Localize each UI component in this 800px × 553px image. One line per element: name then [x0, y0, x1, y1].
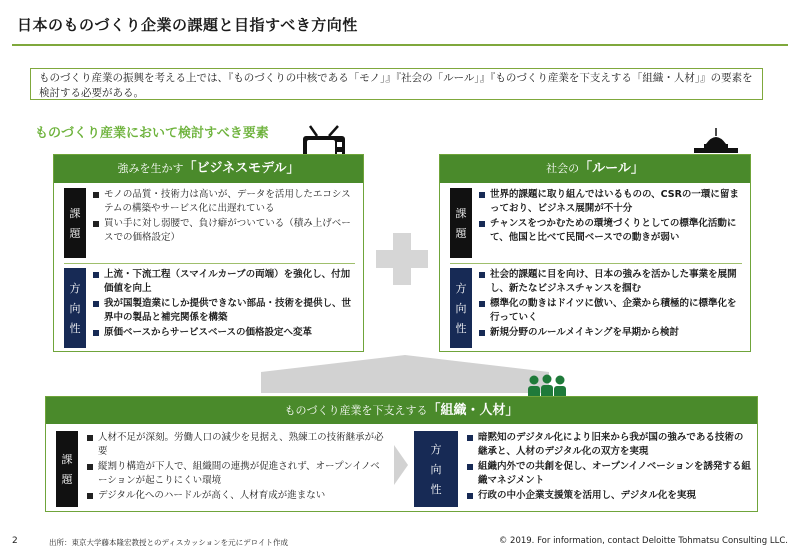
- list-item: モノの品質・技術力は高いが、データを活用したエコシステムの構築やサービス化に出遅れている: [92, 188, 358, 215]
- title-divider: [12, 44, 788, 46]
- business-direction-label: 方 向 性: [64, 268, 86, 348]
- list-item: 社会的課題に目を向け、日本の強みを活かした事業を展開し、新たなビジネスチャンスを掴む: [478, 268, 744, 295]
- rules-header: [440, 155, 750, 183]
- business-model-panel: [53, 154, 364, 352]
- divider: [64, 263, 355, 264]
- list-item: 買い手に対し弱腰で、負け癖がついている（積み上げベースでの価格設定）: [92, 217, 358, 244]
- list-item: チャンスをつかむための環境づくりとしての標準化活動にて、他国と比べて民間ベースでの動きが弱い: [478, 217, 744, 244]
- organization-panel: [45, 396, 758, 512]
- rules-header-main: 「ルール」: [579, 161, 644, 176]
- organization-direction-label: 方 向 性: [414, 431, 458, 507]
- right-chevron-icon: [394, 445, 408, 485]
- divider: [450, 263, 742, 264]
- rules-direction-list: [478, 268, 744, 342]
- plus-icon: [376, 233, 428, 285]
- rules-panel: [439, 154, 751, 352]
- list-item: 暗黙知のデジタル化により旧来から我が国の強みである技術の継承と、人材のデジタル化の双方を実現: [466, 431, 752, 458]
- organization-issue-list: [86, 431, 386, 505]
- list-item: 行政の中小企業支援策を活用し、デジタル化を実現: [466, 489, 752, 503]
- rules-direction-label: 方 向 性: [450, 268, 472, 348]
- business-model-header-main: 「ビジネスモデル」: [183, 161, 300, 176]
- list-item: 縦割り構造が下人で、組織間の連携が促進されず、オープンイノベーションが起こりにくい環境: [86, 460, 386, 487]
- list-item: 上流・下流工程（スマイルカーブの両端）を強化し、付加価値を向上: [92, 268, 358, 295]
- organization-direction-list: [466, 431, 752, 505]
- organization-issue-label: 課 題: [56, 431, 78, 507]
- page-title: 日本のものづくり企業の課題と目指すべき方向性: [17, 16, 358, 34]
- copyright: © 2019. For information, contact Deloitte Tohmatsu Consulting LLC.: [498, 536, 788, 546]
- rules-issue-list: [478, 188, 744, 246]
- list-item: 新規分野のルールメイキングを早期から検討: [478, 326, 744, 340]
- list-item: 我が国製造業にしか提供できない部品・技術を提供し、世界中の製品と補完関係を構築: [92, 297, 358, 324]
- rules-header-prefix: 社会の: [546, 162, 580, 175]
- list-item: 世界的課題に取り組んではいるものの、CSRの一環に留まっており、ビジネス展開が不十分: [478, 188, 744, 215]
- rules-issue-label: 課 題: [450, 188, 472, 258]
- up-arrow-icon: [255, 354, 555, 394]
- business-direction-list: [92, 268, 358, 342]
- list-item: 原価ベースからサービスベースの価格設定へ変革: [92, 326, 358, 340]
- organization-header-prefix: ものづくり産業を下支えする: [284, 404, 428, 417]
- business-issue-list: [92, 188, 358, 246]
- business-model-header-prefix: 強みを生かす: [117, 162, 184, 175]
- section-subheading: ものづくり産業において検討すべき要素: [35, 126, 269, 141]
- list-item: 組織内外での共創を促し、オープンイノベーションを誘発する組織マネジメント: [466, 460, 752, 487]
- page-number: 2: [12, 536, 18, 546]
- business-issue-label: 課 題: [64, 188, 86, 258]
- list-item: デジタル化へのハードルが高く、人材育成が進まない: [86, 489, 386, 503]
- intro-box: ものづくり産業の振興を考える上では、『ものづくりの中核である「モノ」』『社会の「ルール」』『ものづくり産業を下支えする「組織・人材」』の要素を検討する必要がある。: [30, 68, 763, 100]
- list-item: 人材不足が深刻。労働人口の減少を見据え、熟練工の技術継承が必要: [86, 431, 386, 458]
- organization-header-main: 「組織・人材」: [427, 403, 519, 418]
- business-model-header: [54, 155, 363, 183]
- source-note: 出所：東京大学藤本隆宏教授とのディスカッションを元にデロイト作成: [49, 538, 288, 547]
- list-item: 標準化の動きはドイツに倣い、企業から積極的に標準化を行っていく: [478, 297, 744, 324]
- organization-header: [46, 397, 757, 424]
